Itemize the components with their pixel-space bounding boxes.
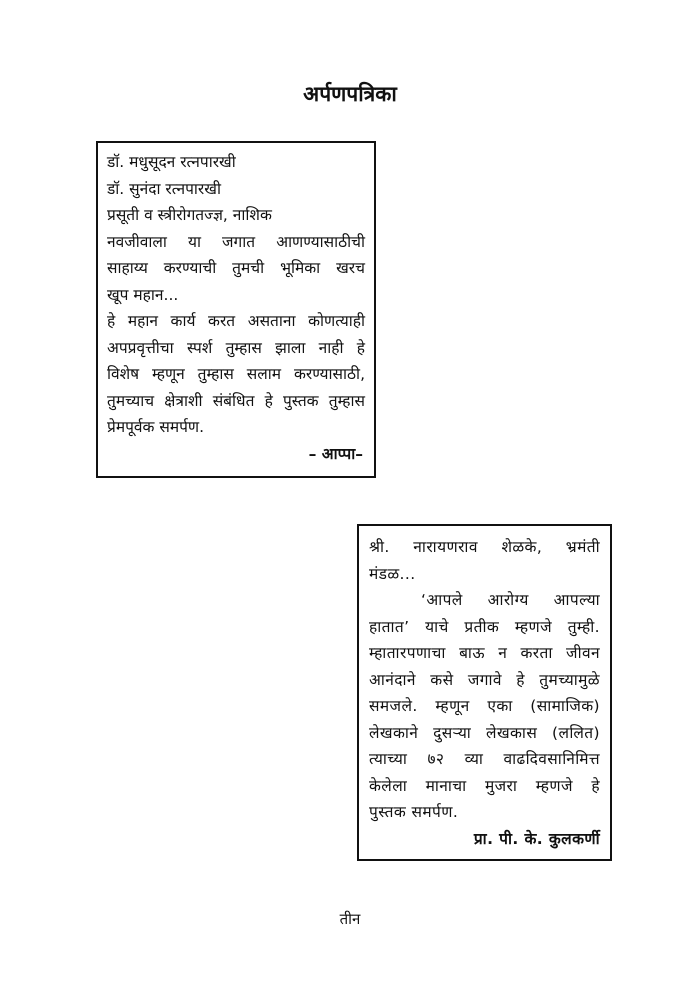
dedication-line: हातात’ याचे प्रतीक म्हणजे तुम्ही. <box>369 617 600 636</box>
dedication-box-appa <box>96 141 376 478</box>
page-title: अर्पणपत्रिका <box>303 82 397 106</box>
dedication-line: खूप महान... <box>107 285 179 304</box>
dedication-line: डॉ. मधुसूदन रत्नपारखी <box>107 153 236 171</box>
dedication-line: हे महान कार्य करत असताना कोणत्याही <box>107 312 365 330</box>
dedication-line: केलेला मानाचा मुजरा म्हणजे हे <box>369 776 600 795</box>
dedication-line: समजले. म्हणून एका (सामाजिक) <box>369 697 600 715</box>
dedication-line: प्रसूती व स्त्रीरोगतज्ज्ञ, नाशिक <box>107 206 272 224</box>
dedication-line: म्हातारपणाचा बाऊ न करता जीवन <box>369 644 600 662</box>
dedication-line: पुस्तक समर्पण. <box>369 803 459 821</box>
page-number: तीन <box>339 910 361 928</box>
dedication-line: विशेष म्हणून तुम्हास सलाम करण्यासाठी, <box>107 365 365 383</box>
dedication-line: नवजीवाला या जगात आणण्यासाठीची <box>107 232 365 251</box>
dedication-signature: प्रा. पी. के. कुलकर्णी <box>473 829 600 848</box>
dedication-line: लेखकाने दुसऱ्या लेखकास (ललित) <box>369 723 600 742</box>
dedication-line: त्याच्या ७२ व्या वाढदिवसानिमित्त <box>369 750 600 768</box>
dedication-line: अपप्रवृत्तीचा स्पर्श तुम्हास झाला नाही हे <box>107 338 365 357</box>
dedication-line: साहाय्य करण्याची तुमची भूमिका खरच <box>107 259 365 277</box>
dedication-line: तुमच्याच क्षेत्राशी संबंधित हे पुस्तक तुम्हास <box>107 391 365 410</box>
dedication-box-kulkarni <box>357 524 612 861</box>
dedication-line: प्रेमपूर्वक समर्पण. <box>107 418 205 436</box>
dedication-line: श्री. नारायणराव शेळके, भ्रमंती <box>369 538 600 556</box>
dedication-line: आनंदाने कसे जगावे हे तुमच्यामुळे <box>369 670 600 689</box>
dedication-line: मंडळ... <box>369 564 416 583</box>
dedication-line: डॉ. सुनंदा रत्नपारखी <box>107 179 221 198</box>
dedication-signature: – आप्पा– <box>308 444 363 463</box>
dedication-line: ‘आपले आरोग्य आपल्या <box>421 591 600 609</box>
